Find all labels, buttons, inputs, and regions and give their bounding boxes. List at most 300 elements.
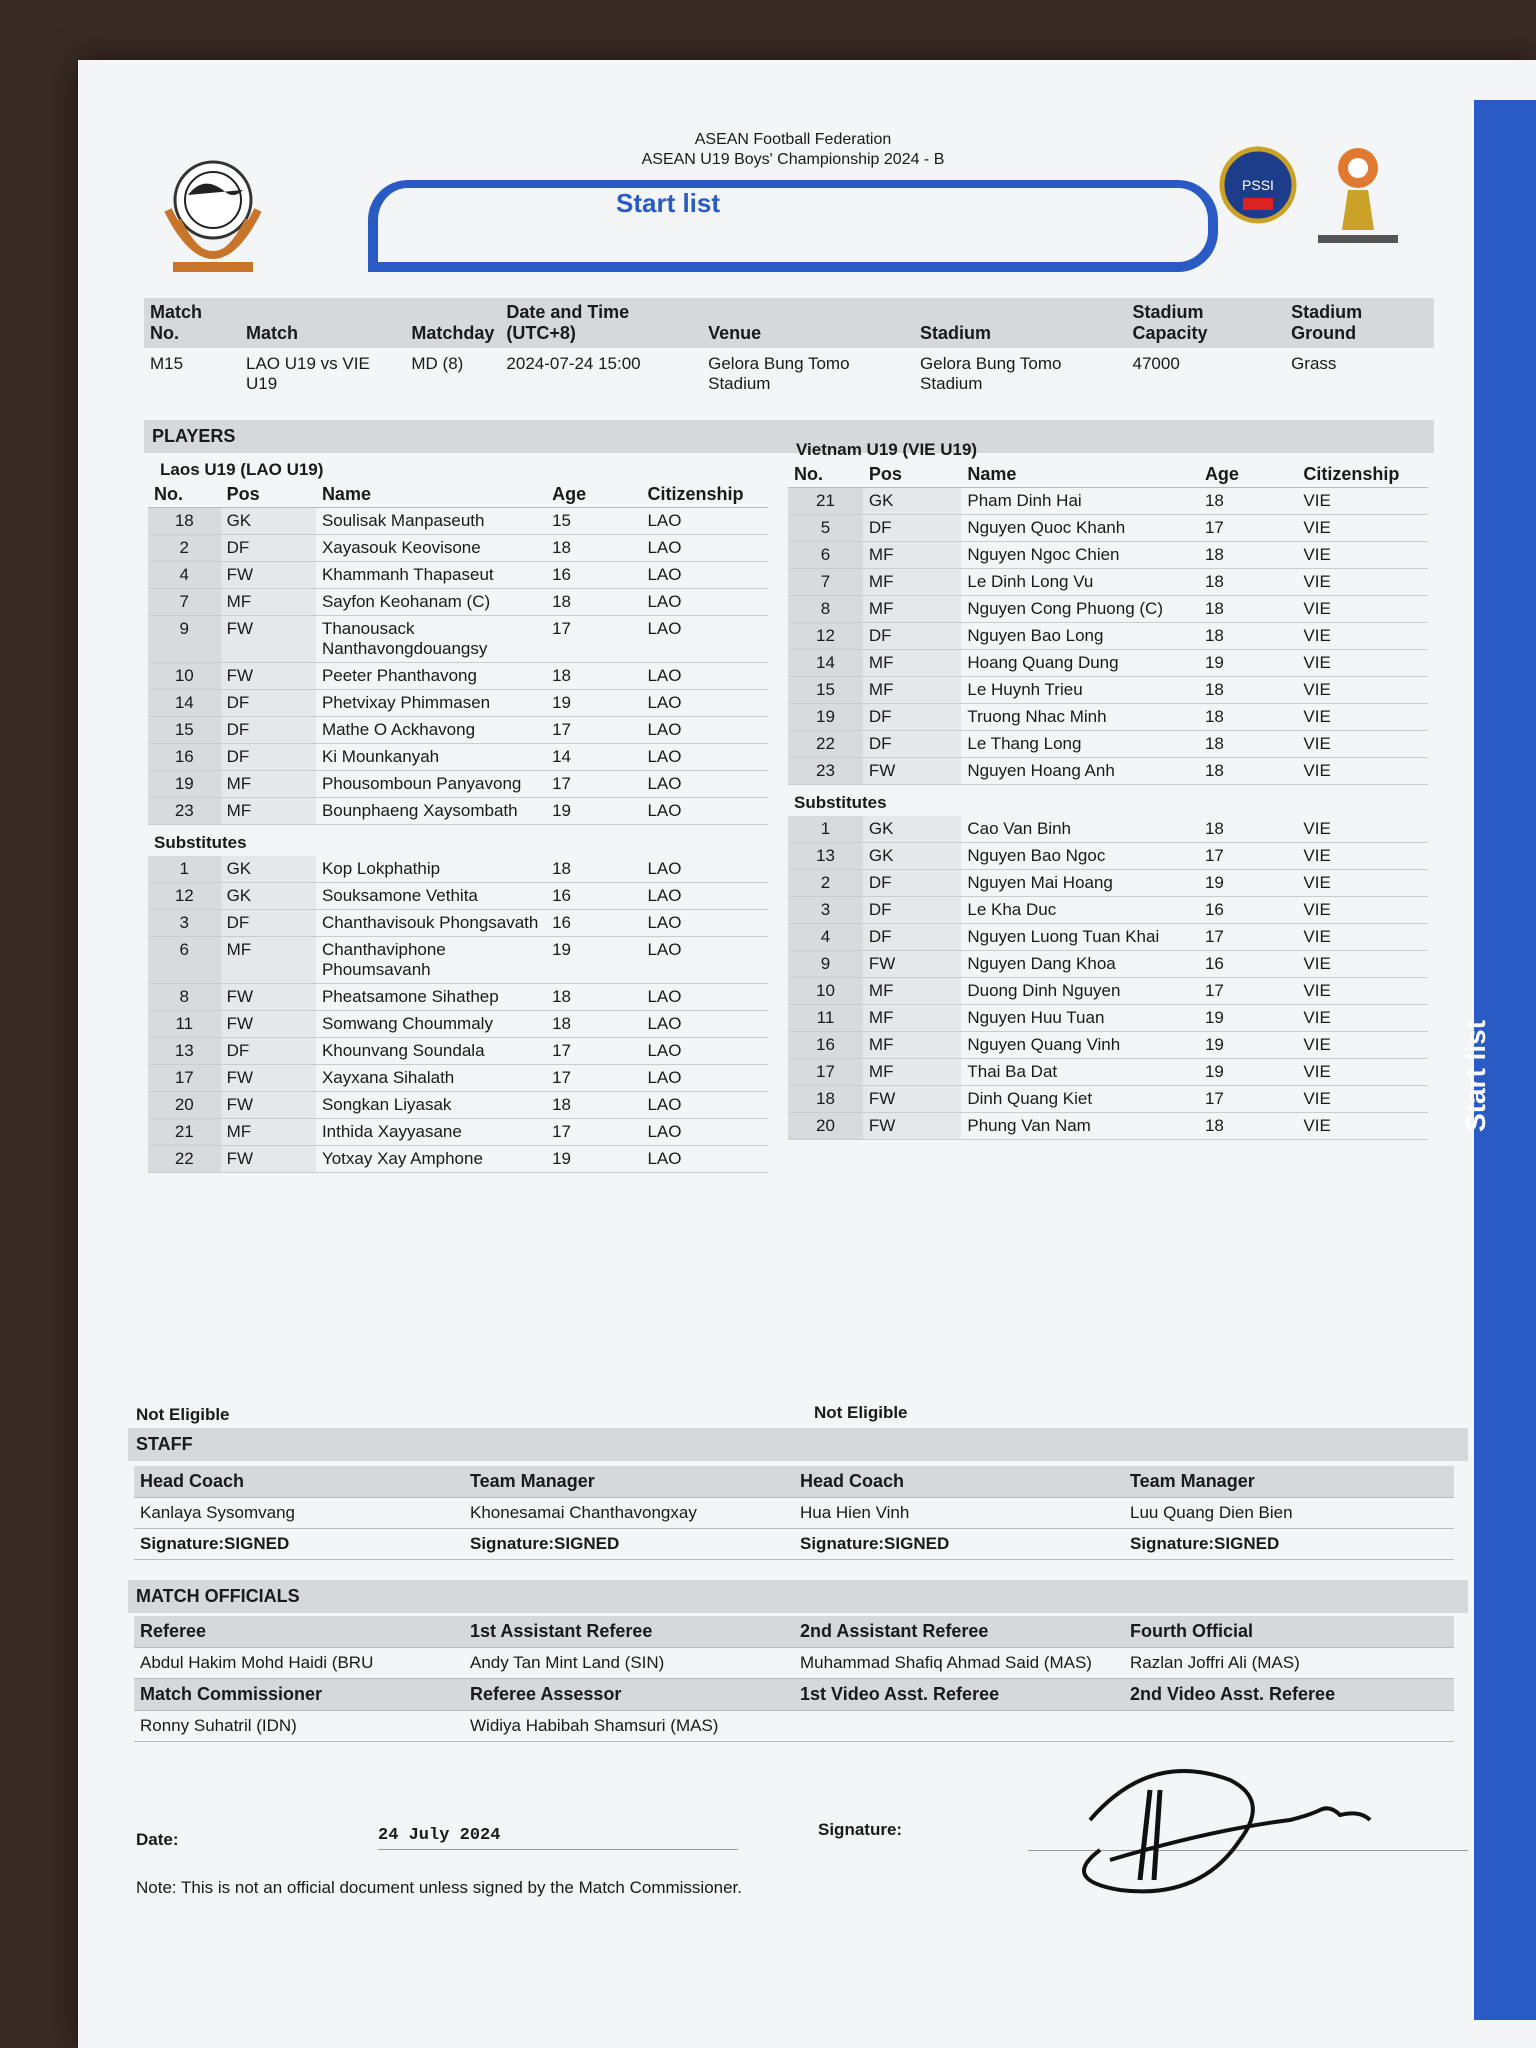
info-header: Match No. — [144, 298, 240, 348]
table-row — [788, 542, 1428, 569]
player-position: MF — [221, 771, 316, 798]
col-header: Age — [546, 482, 641, 508]
player-citizenship: VIE — [1297, 623, 1428, 650]
player-number: 7 — [148, 589, 221, 616]
player-age: 17 — [546, 1119, 641, 1146]
player-number: 8 — [148, 984, 221, 1011]
player-number: 16 — [788, 1032, 863, 1059]
player-age: 19 — [546, 1146, 641, 1173]
player-name: Cao Van Binh — [961, 816, 1199, 843]
signature-status: Signature:SIGNED — [134, 1529, 464, 1560]
staff-table — [134, 1466, 1454, 1560]
player-position: GK — [221, 508, 316, 535]
player-number: 10 — [788, 978, 863, 1005]
player-age: 18 — [546, 589, 641, 616]
col-header: Citizenship — [1297, 462, 1428, 488]
player-citizenship: LAO — [641, 883, 768, 910]
player-name: Duong Dinh Nguyen — [961, 978, 1199, 1005]
col-header: Citizenship — [641, 482, 768, 508]
player-citizenship: VIE — [1297, 951, 1428, 978]
player-citizenship: VIE — [1297, 816, 1428, 843]
col-header: Name — [961, 462, 1199, 488]
document-page — [78, 60, 1536, 2048]
player-name: Somwang Choummaly — [316, 1011, 546, 1038]
player-age: 16 — [546, 910, 641, 937]
page-title: Start list — [615, 188, 721, 218]
event-name: ASEAN U19 Boys' Championship 2024 - B — [641, 151, 945, 168]
player-number: 4 — [788, 924, 863, 951]
player-number: 14 — [788, 650, 863, 677]
player-position: FW — [863, 1086, 961, 1113]
lao-head-coach-label: Head Coach — [134, 1466, 464, 1498]
info-header: Stadium — [914, 298, 1126, 348]
player-position: FW — [863, 1113, 961, 1140]
player-citizenship: LAO — [641, 1119, 768, 1146]
info-header: Venue — [702, 298, 914, 348]
info-header: Stadium Ground — [1285, 298, 1434, 348]
player-age: 18 — [546, 1092, 641, 1119]
player-age: 16 — [1199, 951, 1297, 978]
player-name: Nguyen Huu Tuan — [961, 1005, 1199, 1032]
player-citizenship: VIE — [1297, 1032, 1428, 1059]
player-name: Nguyen Cong Phuong (C) — [961, 596, 1199, 623]
player-citizenship: VIE — [1297, 978, 1428, 1005]
player-age: 15 — [546, 508, 641, 535]
player-number: 12 — [788, 623, 863, 650]
player-citizenship: LAO — [641, 771, 768, 798]
var1-label: 1st Video Asst. Referee — [794, 1679, 1124, 1711]
player-age: 19 — [546, 937, 641, 984]
player-number: 13 — [788, 843, 863, 870]
info-value: M15 — [150, 354, 184, 373]
player-number: 11 — [148, 1011, 221, 1038]
vie-head-coach-label: Head Coach — [794, 1466, 1124, 1498]
player-position: DF — [221, 717, 316, 744]
player-citizenship: VIE — [1297, 1086, 1428, 1113]
player-number: 9 — [788, 951, 863, 978]
table-row — [148, 616, 768, 663]
player-name: Le Dinh Long Vu — [961, 569, 1199, 596]
player-name: Sayfon Keohanam (C) — [316, 589, 546, 616]
table-row — [148, 937, 768, 984]
info-value: Gelora Bung Tomo Stadium — [920, 354, 1062, 393]
player-age: 18 — [546, 535, 641, 562]
player-number: 17 — [148, 1065, 221, 1092]
player-name: Souksamone Vethita — [316, 883, 546, 910]
lao-team-manager-label: Team Manager — [464, 1466, 794, 1498]
table-row — [788, 978, 1428, 1005]
player-citizenship: VIE — [1297, 897, 1428, 924]
player-name: Yotxay Xay Amphone — [316, 1146, 546, 1173]
player-number: 9 — [148, 616, 221, 663]
player-age: 17 — [546, 1038, 641, 1065]
info-header: Date and Time (UTC+8) — [500, 298, 702, 348]
player-age: 17 — [1199, 978, 1297, 1005]
player-position: FW — [221, 616, 316, 663]
lao-roster-table — [148, 482, 768, 1173]
player-name: Peeter Phanthavong — [316, 663, 546, 690]
player-position: MF — [863, 1059, 961, 1086]
table-row — [148, 1038, 768, 1065]
player-age: 18 — [546, 856, 641, 883]
player-name: Thanousack Nanthavongdouangsy — [316, 616, 546, 663]
player-age: 19 — [1199, 1005, 1297, 1032]
player-age: 14 — [546, 744, 641, 771]
table-row — [148, 856, 768, 883]
player-position: MF — [863, 650, 961, 677]
player-position: FW — [221, 663, 316, 690]
vie-team-manager: Luu Quang Dien Bien — [1124, 1498, 1454, 1529]
player-position: DF — [863, 731, 961, 758]
player-number: 1 — [148, 856, 221, 883]
player-age: 17 — [546, 1065, 641, 1092]
info-header: Match — [240, 298, 405, 348]
player-age: 18 — [1199, 758, 1297, 785]
table-row — [788, 650, 1428, 677]
player-name: Songkan Liyasak — [316, 1092, 546, 1119]
player-age: 19 — [546, 798, 641, 825]
player-age: 17 — [1199, 924, 1297, 951]
officials-table — [134, 1616, 1454, 1742]
table-row — [788, 623, 1428, 650]
table-row — [788, 843, 1428, 870]
player-citizenship: VIE — [1297, 1005, 1428, 1032]
col-header: Pos — [221, 482, 316, 508]
player-name: Mathe O Ackhavong — [316, 717, 546, 744]
side-label: Start list — [1460, 1019, 1491, 1133]
player-citizenship: LAO — [641, 1092, 768, 1119]
player-citizenship: LAO — [641, 856, 768, 883]
player-number: 19 — [788, 704, 863, 731]
table-row — [788, 816, 1428, 843]
table-row — [788, 731, 1428, 758]
player-position: GK — [863, 816, 961, 843]
table-row — [788, 515, 1428, 542]
signature-label: Signature: — [818, 1820, 903, 1839]
lao-team-name: Laos U19 (LAO U19) — [160, 460, 324, 479]
vie-not-eligible: Not Eligible — [814, 1403, 908, 1422]
player-citizenship: LAO — [641, 663, 768, 690]
player-age: 18 — [1199, 677, 1297, 704]
player-citizenship: VIE — [1297, 731, 1428, 758]
table-row — [148, 744, 768, 771]
player-age: 18 — [1199, 488, 1297, 515]
player-citizenship: VIE — [1297, 924, 1428, 951]
player-citizenship: VIE — [1297, 677, 1428, 704]
players-section: PLAYERS — [144, 420, 1434, 453]
header-org — [558, 130, 1028, 170]
player-number: 2 — [788, 870, 863, 897]
var1-name — [794, 1711, 1124, 1742]
table-row — [788, 758, 1428, 785]
player-number: 1 — [788, 816, 863, 843]
player-citizenship: VIE — [1297, 843, 1428, 870]
player-citizenship: LAO — [641, 937, 768, 984]
player-name: Chanthaviphone Phoumsavanh — [316, 937, 546, 984]
commissioner-label: Match Commissioner — [134, 1679, 464, 1711]
vie-team-manager-label: Team Manager — [1124, 1466, 1454, 1498]
table-row — [788, 1086, 1428, 1113]
player-citizenship: VIE — [1297, 758, 1428, 785]
player-age: 17 — [1199, 1086, 1297, 1113]
ar1-label: 1st Assistant Referee — [464, 1616, 794, 1648]
player-age: 18 — [546, 663, 641, 690]
signature-status: Signature:SIGNED — [794, 1529, 1124, 1560]
player-name: Xayasouk Keovisone — [316, 535, 546, 562]
player-name: Nguyen Hoang Anh — [961, 758, 1199, 785]
player-citizenship: LAO — [641, 1011, 768, 1038]
player-citizenship: VIE — [1297, 650, 1428, 677]
lao-team-manager: Khonesamai Chanthavongxay — [464, 1498, 794, 1529]
referee-name: Abdul Hakim Mohd Haidi (BRU — [134, 1648, 464, 1679]
lao-not-eligible: Not Eligible — [136, 1405, 230, 1424]
player-number: 21 — [148, 1119, 221, 1146]
player-age: 17 — [546, 616, 641, 663]
player-position: MF — [221, 798, 316, 825]
player-citizenship: LAO — [641, 508, 768, 535]
info-value: 2024-07-24 15:00 — [506, 354, 641, 373]
footer-note: Note: This is not an official document unless signed by the Match Commissioner. — [136, 1878, 743, 1897]
var2-name — [1124, 1711, 1454, 1742]
player-name: Dinh Quang Kiet — [961, 1086, 1199, 1113]
table-row — [148, 562, 768, 589]
player-citizenship: LAO — [641, 690, 768, 717]
player-number: 7 — [788, 569, 863, 596]
table-row — [148, 589, 768, 616]
player-number: 20 — [148, 1092, 221, 1119]
info-value: Gelora Bung Tomo Stadium — [708, 354, 850, 393]
player-position: MF — [221, 1119, 316, 1146]
player-age: 16 — [1199, 897, 1297, 924]
player-position: MF — [221, 589, 316, 616]
player-name: Nguyen Bao Ngoc — [961, 843, 1199, 870]
player-position: DF — [221, 1038, 316, 1065]
player-number: 14 — [148, 690, 221, 717]
player-position: MF — [863, 569, 961, 596]
table-row — [788, 1113, 1428, 1140]
player-citizenship: VIE — [1297, 704, 1428, 731]
table-row — [148, 1119, 768, 1146]
info-header: Stadium Capacity — [1127, 298, 1286, 348]
assessor-label: Referee Assessor — [464, 1679, 794, 1711]
aff-logo — [158, 150, 268, 280]
substitutes-label: Substitutes — [154, 833, 247, 852]
player-position: DF — [863, 704, 961, 731]
player-name: Bounphaeng Xaysombath — [316, 798, 546, 825]
player-position: GK — [863, 843, 961, 870]
player-citizenship: LAO — [641, 798, 768, 825]
player-number: 12 — [148, 883, 221, 910]
player-position: GK — [221, 856, 316, 883]
player-age: 17 — [1199, 515, 1297, 542]
svg-text:PSSI: PSSI — [1242, 177, 1274, 193]
table-row — [148, 690, 768, 717]
player-position: MF — [863, 542, 961, 569]
table-row — [148, 717, 768, 744]
player-age: 18 — [1199, 704, 1297, 731]
player-name: Khounvang Soundala — [316, 1038, 546, 1065]
player-position: GK — [863, 488, 961, 515]
player-position: FW — [863, 758, 961, 785]
player-citizenship: LAO — [641, 984, 768, 1011]
player-age: 18 — [1199, 596, 1297, 623]
info-value: MD (8) — [411, 354, 464, 373]
player-name: Le Thang Long — [961, 731, 1199, 758]
date-value: 24 July 2024 — [378, 1826, 738, 1850]
player-age: 17 — [1199, 843, 1297, 870]
player-name: Inthida Xayyasane — [316, 1119, 546, 1146]
player-position: DF — [221, 910, 316, 937]
table-row — [148, 771, 768, 798]
player-age: 19 — [546, 690, 641, 717]
table-row — [788, 596, 1428, 623]
staff-section: STAFF — [128, 1428, 1468, 1461]
lao-roster-body — [148, 508, 768, 1173]
player-citizenship: LAO — [641, 1146, 768, 1173]
player-position: MF — [863, 596, 961, 623]
player-name: Nguyen Luong Tuan Khai — [961, 924, 1199, 951]
player-number: 3 — [148, 910, 221, 937]
player-position: FW — [221, 1092, 316, 1119]
player-age: 18 — [1199, 1113, 1297, 1140]
player-number: 6 — [788, 542, 863, 569]
match-info-table — [144, 298, 1434, 400]
player-position: DF — [863, 623, 961, 650]
info-value: Grass — [1291, 354, 1337, 373]
vie-team-name: Vietnam U19 (VIE U19) — [796, 440, 978, 459]
officials-section: MATCH OFFICIALS — [128, 1580, 1468, 1613]
player-age: 19 — [1199, 650, 1297, 677]
player-name: Le Huynh Trieu — [961, 677, 1199, 704]
table-row — [148, 1092, 768, 1119]
col-header: Pos — [863, 462, 961, 488]
player-position: FW — [221, 1065, 316, 1092]
player-number: 21 — [788, 488, 863, 515]
player-position: MF — [863, 978, 961, 1005]
player-age: 18 — [546, 984, 641, 1011]
player-age: 16 — [546, 562, 641, 589]
player-citizenship: LAO — [641, 1065, 768, 1092]
player-name: Hoang Quang Dung — [961, 650, 1199, 677]
commissioner-name: Ronny Suhatril (IDN) — [134, 1711, 464, 1742]
table-row — [148, 663, 768, 690]
table-row — [788, 1059, 1428, 1086]
player-name: Khammanh Thapaseut — [316, 562, 546, 589]
player-number: 6 — [148, 937, 221, 984]
assessor-name: Widiya Habibah Shamsuri (MAS) — [464, 1711, 794, 1742]
player-name: Xayxana Sihalath — [316, 1065, 546, 1092]
player-position: DF — [863, 515, 961, 542]
table-row — [788, 1032, 1428, 1059]
player-citizenship: VIE — [1297, 870, 1428, 897]
player-citizenship: VIE — [1297, 596, 1428, 623]
player-age: 19 — [1199, 870, 1297, 897]
table-row — [788, 897, 1428, 924]
player-number: 8 — [788, 596, 863, 623]
player-name: Truong Nhac Minh — [961, 704, 1199, 731]
table-row — [148, 1011, 768, 1038]
player-age: 18 — [1199, 623, 1297, 650]
table-row — [148, 535, 768, 562]
player-number: 15 — [148, 717, 221, 744]
substitutes-header-row — [148, 825, 768, 857]
player-age: 18 — [1199, 731, 1297, 758]
info-value: 47000 — [1132, 354, 1180, 373]
player-name: Thai Ba Dat — [961, 1059, 1199, 1086]
handwritten-signature — [1050, 1760, 1410, 1900]
player-citizenship: VIE — [1297, 1059, 1428, 1086]
player-age: 16 — [546, 883, 641, 910]
player-number: 2 — [148, 535, 221, 562]
player-age: 18 — [546, 1011, 641, 1038]
player-position: DF — [863, 924, 961, 951]
player-citizenship: VIE — [1297, 515, 1428, 542]
table-row — [148, 1065, 768, 1092]
table-row — [148, 798, 768, 825]
player-age: 19 — [1199, 1059, 1297, 1086]
player-name: Pham Dinh Hai — [961, 488, 1199, 515]
player-position: FW — [221, 562, 316, 589]
table-row — [788, 488, 1428, 515]
var2-label: 2nd Video Asst. Referee — [1124, 1679, 1454, 1711]
table-row — [148, 910, 768, 937]
player-name: Nguyen Ngoc Chien — [961, 542, 1199, 569]
player-number: 19 — [148, 771, 221, 798]
championship-logo — [1308, 140, 1408, 250]
player-name: Nguyen Bao Long — [961, 623, 1199, 650]
substitutes-label: Substitutes — [794, 793, 887, 812]
table-row — [788, 870, 1428, 897]
pssi-logo — [1218, 140, 1298, 230]
date-label: Date: — [136, 1830, 179, 1849]
player-name: Phetvixay Phimmasen — [316, 690, 546, 717]
player-name: Nguyen Quang Vinh — [961, 1032, 1199, 1059]
player-citizenship: VIE — [1297, 1113, 1428, 1140]
player-citizenship: VIE — [1297, 569, 1428, 596]
ar2-label: 2nd Assistant Referee — [794, 1616, 1124, 1648]
player-number: 20 — [788, 1113, 863, 1140]
signature-status: Signature:SIGNED — [1124, 1529, 1454, 1560]
player-number: 23 — [148, 798, 221, 825]
player-position: MF — [863, 1005, 961, 1032]
player-name: Phousomboun Panyavong — [316, 771, 546, 798]
player-number: 22 — [148, 1146, 221, 1173]
player-number: 4 — [148, 562, 221, 589]
referee-label: Referee — [134, 1616, 464, 1648]
lao-head-coach: Kanlaya Sysomvang — [134, 1498, 464, 1529]
ar1-name: Andy Tan Mint Land (SIN) — [464, 1648, 794, 1679]
player-age: 18 — [1199, 569, 1297, 596]
table-row — [148, 1146, 768, 1173]
table-row — [788, 677, 1428, 704]
player-name: Ki Mounkanyah — [316, 744, 546, 771]
substitutes-header-row — [788, 785, 1428, 817]
ar2-name: Muhammad Shafiq Ahmad Said (MAS) — [794, 1648, 1124, 1679]
player-number: 10 — [148, 663, 221, 690]
player-citizenship: LAO — [641, 562, 768, 589]
player-number: 13 — [148, 1038, 221, 1065]
player-number: 23 — [788, 758, 863, 785]
info-value: LAO U19 vs VIE U19 — [246, 354, 370, 393]
player-position: DF — [221, 535, 316, 562]
player-number: 3 — [788, 897, 863, 924]
player-citizenship: LAO — [641, 589, 768, 616]
player-number: 15 — [788, 677, 863, 704]
player-name: Nguyen Dang Khoa — [961, 951, 1199, 978]
table-row — [788, 704, 1428, 731]
fourth-official-label: Fourth Official — [1124, 1616, 1454, 1648]
table-row — [148, 984, 768, 1011]
